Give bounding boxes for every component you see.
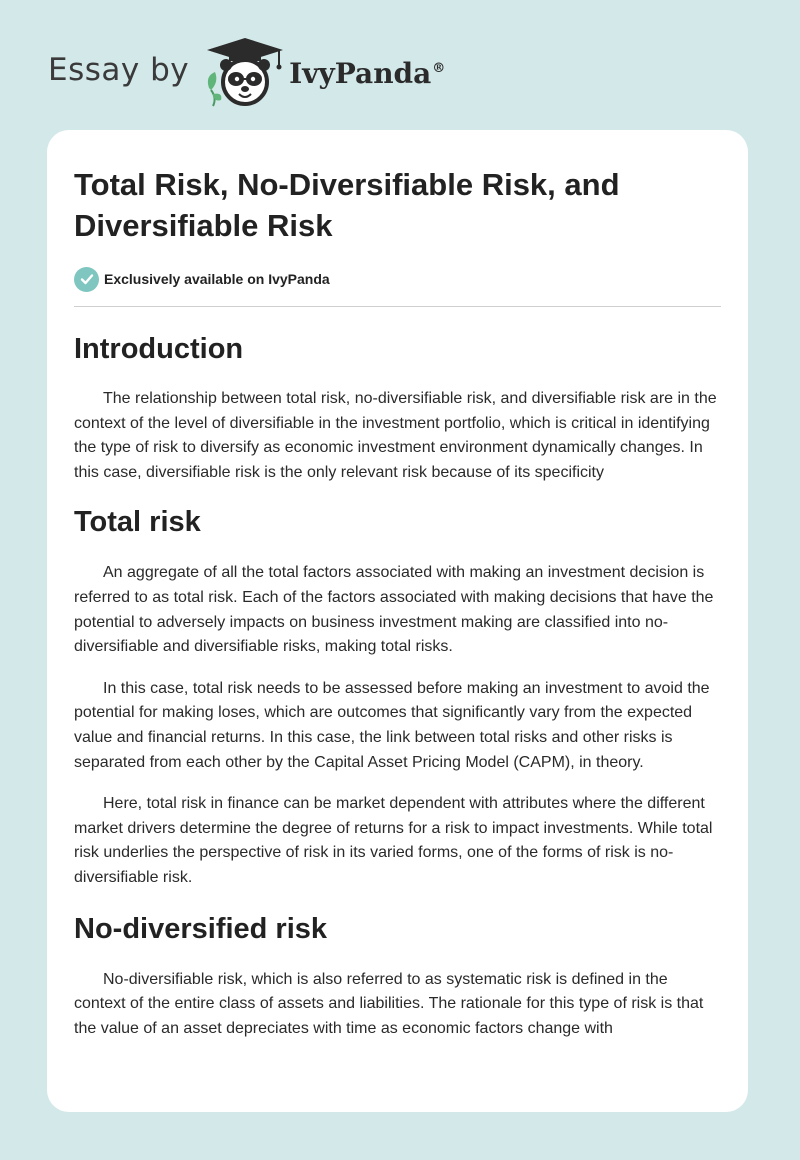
brand-name: IvyPanda (289, 56, 432, 90)
paragraph: No-diversifiable risk, which is also referred to as systematic risk is defined in the context of the entire class of assets and liabilities. The rationale for this type of risk is that the value of an asset depreciates with time as economic factors change with (74, 970, 704, 1037)
exclusive-label: Exclusively available on IvyPanda (104, 271, 330, 287)
paragraph: Here, total risk in finance can be market dependent with attributes where the different market drivers determine the degree of returns for a risk to impact investments. While total risk underlies the perspective of risk in its varied forms, one of the forms of risk is no-diversifiable risk. (74, 795, 713, 886)
registered-mark: ® (432, 61, 446, 77)
essay-by-label: Essay by (48, 52, 190, 88)
paragraph: An aggregate of all the total factors associated with making an investment decision is referred to as total risk. Each of the factors associated with making decisions that have the potential to adversely impacts on business investment making are classified into no-diversifiable and diversifiable risks, making total risks. (74, 564, 714, 656)
panda-logo-icon (203, 36, 287, 108)
paragraph: In this case, total risk needs to be assessed before making an investment to avoid the potential for making loses, which are outcomes that significantly vary from the expected value and financial returns. In this case, the link between total risks and other risks is separated from each other by the Capital Asset Pricing Model (CAPM), in theory. (74, 679, 710, 771)
essay-title: Total Risk, No-Diversifiable Risk, and Diversifiable Risk (74, 167, 620, 243)
section-heading-total-risk: Total risk (74, 506, 201, 539)
ivypanda-wordmark (289, 57, 445, 90)
exclusive-badge (74, 266, 721, 292)
check-circle-icon (74, 267, 99, 292)
brand-header[interactable] (48, 36, 445, 108)
section-heading-no-diversified-risk: No-diversified risk (74, 912, 328, 945)
title-divider (74, 306, 721, 307)
section-heading-introduction: Introduction (74, 333, 244, 365)
paragraph: The relationship between total risk, no-diversifiable risk, and diversifiable risk are in the context of the level of diversifiable in the investment portfolio, which is critical in identifying the type of risk to diversify as economic investment environment dynamically changes. In this case, diversifiable risk is the only relevant risk because of its specificity (74, 390, 717, 481)
essay-card (47, 130, 748, 1112)
